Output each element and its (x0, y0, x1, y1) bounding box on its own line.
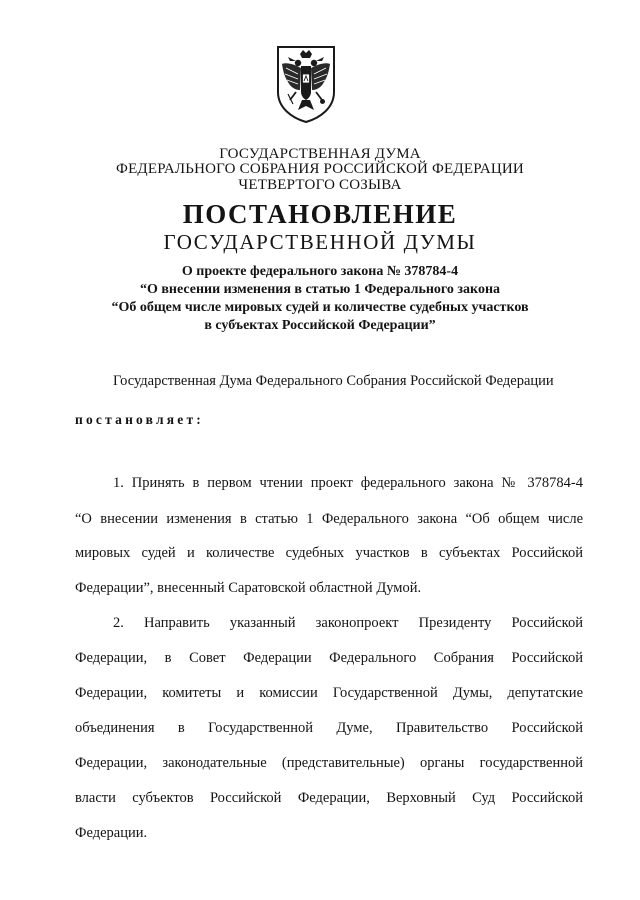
document-subtitle: ГОСУДАРСТВЕННОЙ ДУМЫ (163, 230, 477, 254)
subject-line-4: в субъектах Российской Федерации” (204, 318, 436, 333)
header-line-2: ФЕДЕРАЛЬНОГО СОБРАНИЯ РОССИЙСКОЙ ФЕДЕРАЦИИ (116, 161, 524, 177)
item-2-line-7: Федерации. (75, 825, 148, 841)
item-2-line-6: власти субъектов Российской Федерации, Верховный Суд Российской (75, 790, 583, 806)
document-title: ПОСТАНОВЛЕНИЕ (182, 199, 458, 229)
item-2-line-3: Федерации, комитеты и комиссии Государственной Думы, депутатские (75, 685, 583, 701)
item-1-line-2: “О внесении изменения в статью 1 Федерального закона “Об общем числе (75, 511, 583, 527)
header-line-3: ЧЕТВЕРТОГО СОЗЫВА (238, 177, 402, 193)
item-1-line-1: 1. Принять в первом чтении проект федерального закона № 378784-4 (113, 475, 583, 491)
preamble-text: Государственная Дума Федерального Собрания Российской Федерации (113, 373, 554, 389)
item-2-line-5: Федерации, законодательные (представительные) органы государственной (75, 755, 583, 771)
item-1-line-3: мировых судей и количестве судебных участков в субъектах Российской (75, 545, 583, 561)
header-line-1: ГОСУДАРСТВЕННАЯ ДУМА (219, 146, 421, 162)
subject-line-2: “О внесении изменения в статью 1 Федерального закона (139, 282, 501, 297)
decree-word: постановляет: (75, 412, 204, 427)
item-1-line-4: Федерации”, внесенный Саратовской областной Думой. (75, 580, 422, 596)
coat-of-arms-emblem (274, 44, 338, 124)
item-2-line-4: объединения в Государственной Думе, Правительство Российской (75, 720, 583, 736)
subject-line-1: О проекте федерального закона № 378784-4 (181, 264, 459, 279)
subject-line-3: “Об общем числе мировых судей и количестве судебных участков (111, 300, 529, 315)
item-2-line-2: Федерации, в Совет Федерации Федерального Собрания Российской (75, 650, 583, 666)
item-2-line-1: 2. Направить указанный законопроект Президенту Российской (113, 615, 583, 631)
